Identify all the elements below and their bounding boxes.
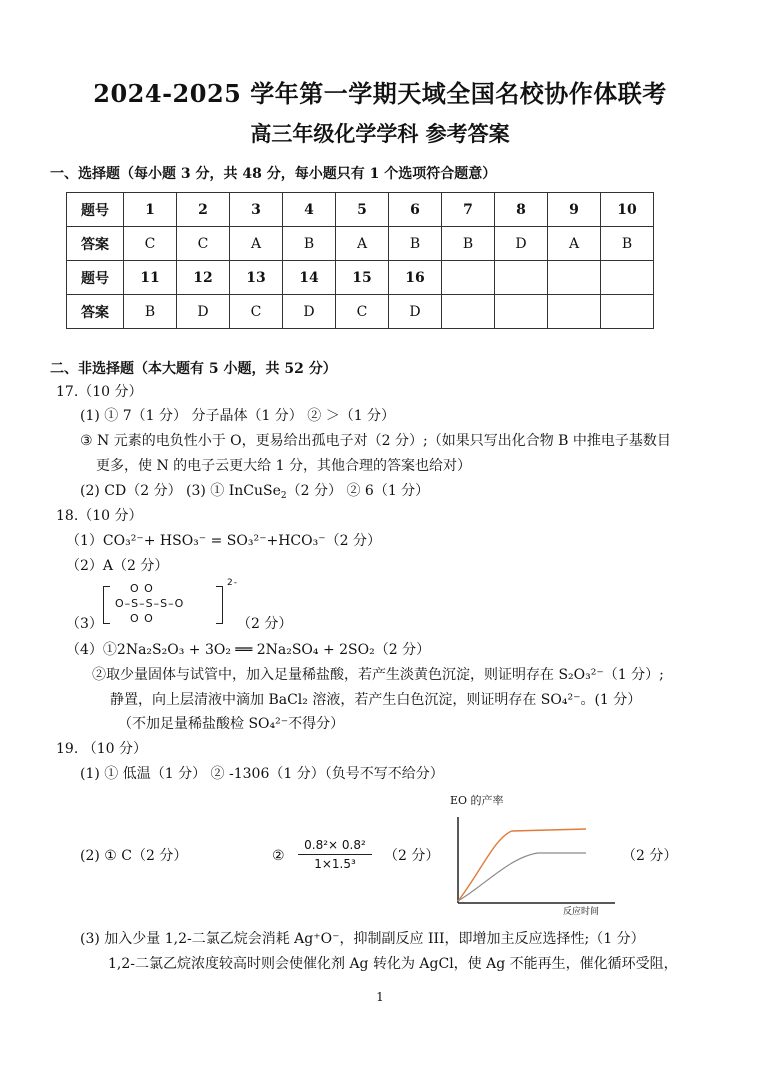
question-number: 11 [124, 261, 177, 295]
answer-cell: D [495, 227, 548, 261]
q19-line-2a: (2) ① C（2 分） [80, 848, 188, 864]
q17-line-4-text: (2) CD（2 分） (3) ① InCuSe [80, 483, 281, 499]
answer-cell: A [336, 227, 389, 261]
q18-line-7: （不加足量稀盐酸检 SO₄²⁻不得分） [118, 716, 345, 732]
answer-cell: C [124, 227, 177, 261]
question-number: 4 [283, 193, 336, 227]
q19-line-2c: （2 分） [384, 848, 440, 864]
q17-line-3: 更多，使 N 的电子云更大给 1 分，其他合理的答案也给对） [96, 458, 471, 474]
answer-cell: B [124, 295, 177, 329]
right-bracket [216, 586, 223, 624]
answer-cell: B [283, 227, 336, 261]
empty-cell [442, 295, 495, 329]
empty-cell [601, 261, 654, 295]
q18-line-5: ②取少量固体与试管中，加入足量稀盐酸，若产生淡黄色沉淀，则证明存在 S₂O₃²⁻（1 分）; [92, 667, 664, 683]
structure-chain: O–S–S–S–O [115, 597, 185, 610]
structure-bottom-atoms: O O [130, 612, 154, 625]
question-number: 6 [389, 193, 442, 227]
fraction-numerator: 0.8²× 0.8² [298, 838, 372, 855]
exam-subtitle: 高三年级化学学科 参考答案 [250, 121, 510, 146]
table-row [67, 193, 654, 227]
row-label: 答案 [67, 295, 124, 329]
q19-line-3: (3) 加入少量 1,2-二氯乙烷会消耗 Ag⁺O⁻，抑制副反应 III，即增加主反应选择性;（1 分） [80, 931, 645, 947]
question-number: 14 [283, 261, 336, 295]
answer-cell: A [230, 227, 283, 261]
section-nonchoice-heading: 二、非选择题（本大题有 5 小题，共 52 分） [50, 361, 337, 377]
structure-charge: 2- [227, 578, 238, 588]
empty-cell [495, 261, 548, 295]
question-number: 16 [389, 261, 442, 295]
q17-line-4 [80, 482, 429, 505]
question-number: 10 [601, 193, 654, 227]
empty-cell [548, 261, 601, 295]
answer-cell: C [230, 295, 283, 329]
q17-line-2: ③ N 元素的电负性小于 O，更易给出孤电子对（2 分）;（如果只写出化合物 B 中推电子基数目 [80, 433, 671, 449]
q19-line-2b: ② [272, 848, 285, 864]
q19-heading: 19. （10 分） [56, 741, 147, 757]
left-bracket [103, 586, 110, 624]
eo-yield-graph [440, 813, 620, 913]
row-label: 题号 [67, 261, 124, 295]
answer-cell: C [336, 295, 389, 329]
empty-cell [442, 261, 495, 295]
answer-cell: D [283, 295, 336, 329]
row-label: 答案 [67, 227, 124, 261]
answer-cell: B [389, 227, 442, 261]
answer-cell: A [548, 227, 601, 261]
answer-cell: B [601, 227, 654, 261]
table-row [67, 227, 654, 261]
section-choice-heading: 一、选择题（每小题 3 分，共 48 分，每小题只有 1 个选项符合题意） [50, 166, 497, 182]
fraction-denominator: 1×1.5³ [314, 857, 356, 871]
q18-line-3-num: （3） [66, 616, 103, 632]
q18-line-6: 静置，向上层清液中滴加 BaCl₂ 溶液，若产生白色沉淀，则证明存在 SO₄²⁻。(1 分） [110, 692, 642, 708]
row-label: 题号 [67, 193, 124, 227]
empty-cell [495, 295, 548, 329]
graph-y-label: EO 的产率 [450, 794, 504, 807]
graph-x-label: 反应时间 [563, 907, 600, 917]
q19-line-1: (1) ① 低温（1 分） ② -1306（1 分）（负号不写不给分） [80, 766, 444, 782]
q17-heading: 17.（10 分） [56, 384, 143, 400]
question-number: 15 [336, 261, 389, 295]
q17-line-4-text: （2 分） ② 6（1 分） [286, 483, 430, 499]
question-number: 3 [230, 193, 283, 227]
q18-line-2: （2）A（2 分） [66, 558, 169, 574]
answer-cell: D [389, 295, 442, 329]
structure-top-atoms: O O [130, 582, 154, 595]
q18-line-4: （4）①2Na₂S₂O₃ + 3O₂ ══ 2Na₂SO₄ + 2SO₂（2 分） [66, 642, 431, 658]
question-number: 8 [495, 193, 548, 227]
equilibrium-constant-fraction [298, 838, 372, 871]
q17-line-1: (1) ① 7（1 分） 分子晶体（1 分） ② ＞（1 分） [80, 408, 396, 424]
question-number: 13 [230, 261, 283, 295]
answer-cell: B [442, 227, 495, 261]
question-number: 1 [124, 193, 177, 227]
question-number: 12 [177, 261, 230, 295]
exam-title: 2024-2025 学年第一学期天域全国名校协作体联考 [93, 79, 667, 108]
subscript: 2 [280, 491, 287, 501]
curve-with-additive [458, 829, 586, 901]
answer-cell: D [177, 295, 230, 329]
curve-baseline [458, 853, 586, 901]
q18-line-3-score: （2 分） [237, 616, 293, 632]
question-number: 9 [548, 193, 601, 227]
table-row [67, 295, 654, 329]
answer-cell: C [177, 227, 230, 261]
question-number: 5 [336, 193, 389, 227]
q18-heading: 18.（10 分） [56, 508, 143, 524]
q19-line-2d: （2 分） [622, 848, 678, 864]
answer-table [66, 192, 654, 329]
table-row [67, 261, 654, 295]
question-number: 2 [177, 193, 230, 227]
q18-line-1: （1）CO₃²⁻+ HSO₃⁻ = SO₃²⁻+HCO₃⁻（2 分） [66, 533, 381, 549]
question-number: 7 [442, 193, 495, 227]
empty-cell [548, 295, 601, 329]
empty-cell [601, 295, 654, 329]
q19-line-4: 1,2-二氯乙烷浓度较高时则会使催化剂 Ag 转化为 AgCl，使 Ag 不能再生，催化循环受阻， [108, 956, 678, 972]
thiosulfate-structure [103, 578, 238, 626]
page-number: 1 [376, 990, 384, 1004]
